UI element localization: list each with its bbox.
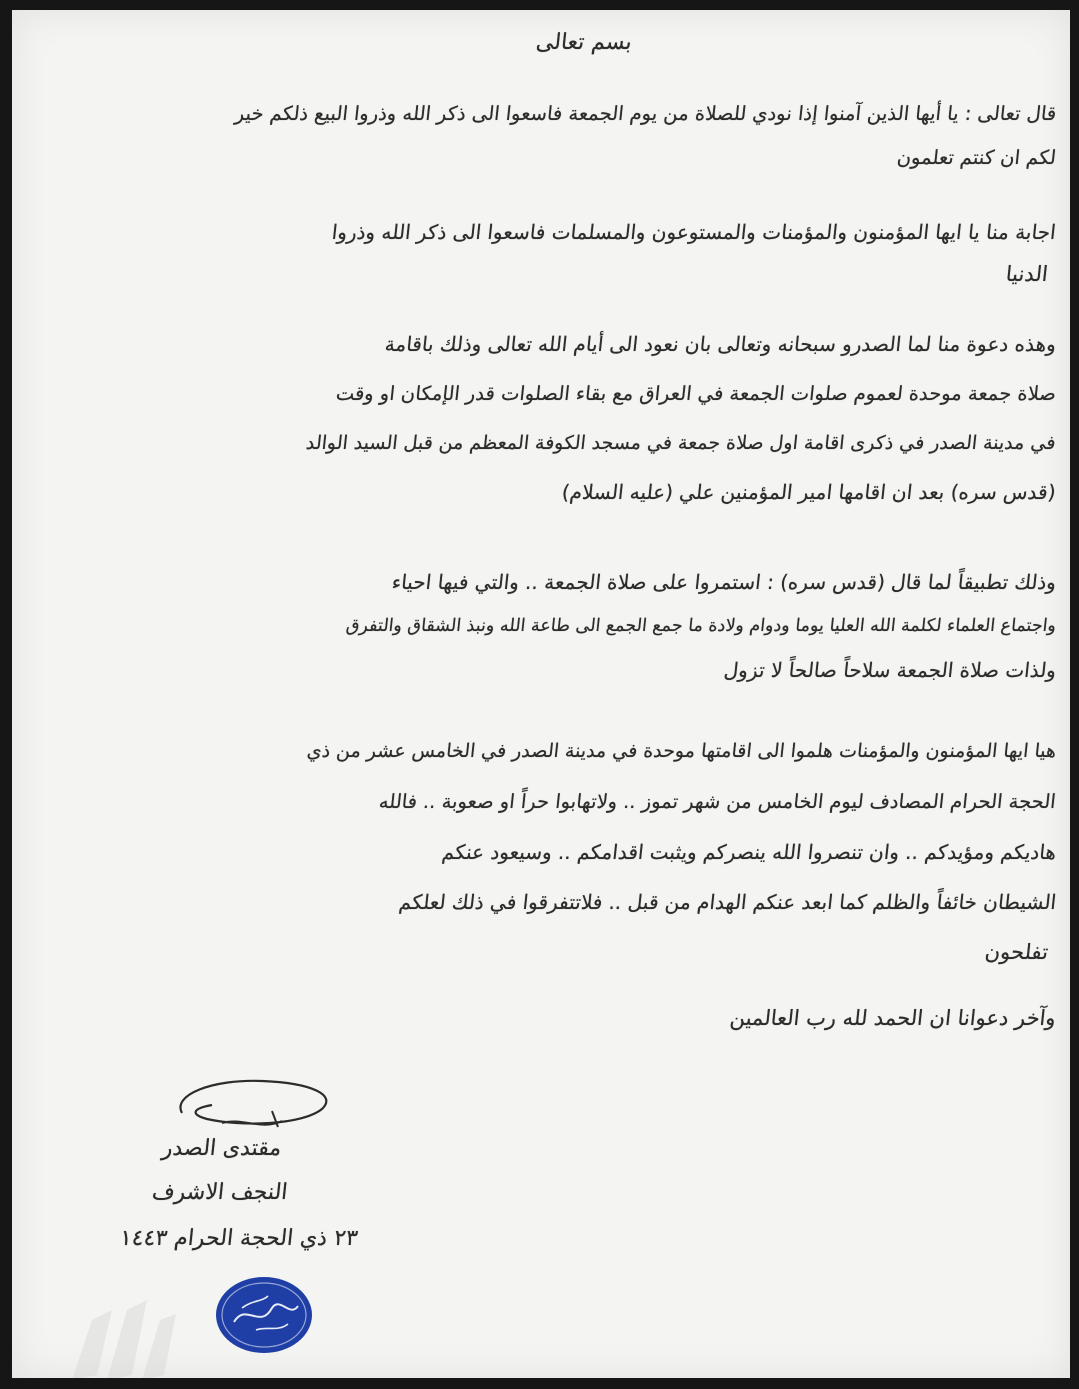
para1-line-1: اجابة منا يا ايها المؤمنون والمؤمنات والمستوعون والمسلمات فاسعوا الى ذكر الله وذروا xyxy=(331,220,1058,244)
round-blue-seal-icon xyxy=(212,1272,316,1358)
para2-line-1: وهذه دعوة منا لما الصدرو سبحانه وتعالى بان نعود الى أيام الله تعالى وذلك باقامة xyxy=(383,332,1058,356)
signature-place: النجف الاشرف xyxy=(150,1180,289,1205)
basmala-heading: بسم تعالى xyxy=(534,30,634,55)
quote-line-1: قال تعالى : يا أيها الذين آمنوا إذا نودي للصلاة من يوم الجمعة فاسعوا الى ذكر الله وذروا البيع ذلكم خير xyxy=(233,102,1058,125)
letter-paper xyxy=(12,10,1070,1378)
para2-line-2: صلاة جمعة موحدة لعموم صلوات الجمعة في العراق مع بقاء الصلوات قدر الإمكان او وقت xyxy=(334,382,1058,405)
para4-line-3: هاديكم ومؤيدكم .. وان تنصروا الله ينصركم ويثبت اقدامكم .. وسيعود عنكم xyxy=(440,840,1058,864)
watermark-logo-icon xyxy=(52,1280,182,1378)
para4-line-1: هيا ايها المؤمنون والمؤمنات هلموا الى اقامتها موحدة في مدينة الصدر في الخامس عشر من ذي xyxy=(305,740,1058,762)
para3-line-3: ولذات صلاة الجمعة سلاحاً صالحاً لا تزول xyxy=(722,658,1058,682)
para1-line-2: الدنيا xyxy=(1004,262,1050,286)
para4-line-4: الشيطان خائفاً والظلم كما ابعد عنكم الهدام من قبل .. فلاتتفرقوا في ذلك لعلكم xyxy=(397,890,1058,914)
quote-line-2: لكم ان كنتم تعلمون xyxy=(895,146,1058,169)
para2-line-4: (قدس سره) بعد ان اقامها امير المؤمنين علي (عليه السلام) xyxy=(561,480,1058,504)
signature-name: مقتدى الصدر xyxy=(160,1136,283,1161)
handwritten-signature-icon xyxy=(152,1065,352,1145)
para4-line-2: الحجة الحرام المصادف ليوم الخامس من شهر تموز .. ولاتهابوا حراً او صعوبة .. فالله xyxy=(377,790,1058,813)
para3-line-1: وذلك تطبيقاً لما قال (قدس سره) : استمروا على صلاة الجمعة .. والتي فيها احياء xyxy=(390,570,1058,594)
signature-date: ٢٣ ذي الحجة الحرام ١٤٤٣ xyxy=(118,1226,360,1251)
closing-line: وآخر دعوانا ان الحمد لله رب العالمين xyxy=(728,1006,1058,1030)
para3-line-2: واجتماع العلماء لكلمة الله العليا يوما ودوام ولادة ما جمع الجمع الى طاعة الله ونبذ الشقاق والتفرق xyxy=(344,616,1058,636)
para4-line-5: تفلحون xyxy=(983,940,1050,964)
para2-line-3: في مدينة الصدر في ذكرى اقامة اول صلاة جمعة في مسجد الكوفة المعظم من قبل السيد الوالد xyxy=(305,432,1058,454)
